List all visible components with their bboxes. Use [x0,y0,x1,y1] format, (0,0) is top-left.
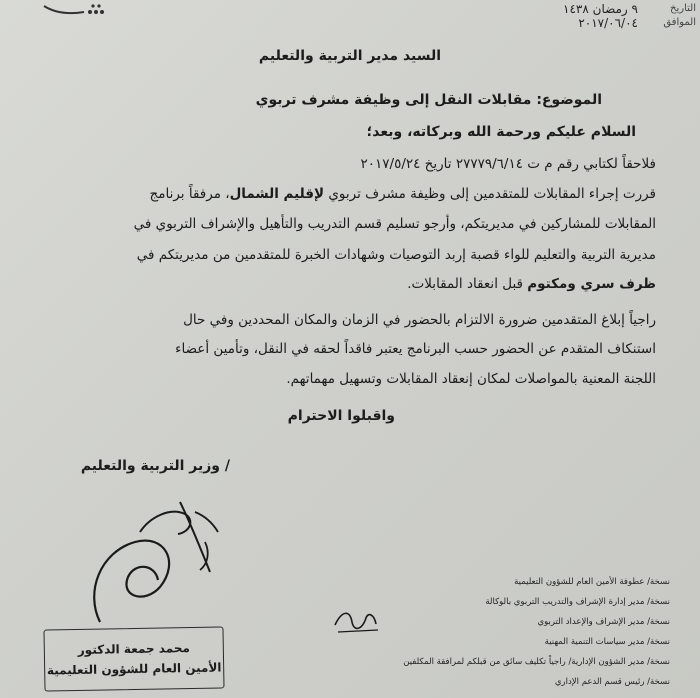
body-line-4: مديرية التربية والتعليم للواء قصبة إربد التوصيات وشهادات الخبرة للمتقدمين من مديريتكم في [136,247,656,263]
body-line-7: استنكاف المتقدم عن الحضور حسب البرنامج يعتبر فاقداً لحقه في النقل، وتأمين أعضاء [175,341,656,357]
greeting: السلام عليكم ورحمة الله وبركاته، وبعد؛ [366,124,636,140]
subject-label: الموضوع: [536,92,602,108]
cc-item: نسخة/ مدير الإشراف والإعداد التربوي [537,617,670,627]
official-stamp [43,626,224,691]
handwritten-signature [80,492,230,642]
subject-line [256,92,602,108]
date-block [563,2,638,30]
corresponding-label: الموافق [663,17,696,28]
closing: واقبلوا الاحترام [287,408,395,424]
confidential-envelope: ظرف سري ومكتوم [527,276,656,292]
stamp-title: الأمين العام للشؤون التعليمية [46,660,222,678]
initials-mark [330,600,385,640]
body-line-3: المقابلات للمشاركين في مديريتكم، وأرجو تسليم قسم التدريب والتأهيل والإشراف التربوي في [133,216,656,232]
subject-text: مقابلات النقل إلى وظيفة مشرف تربوي [255,92,532,108]
body-line-8: اللجنة المعنية بالمواصلات لمكان إنعقاد المقابلات وتسهيل مهماتهم. [286,371,656,387]
body-line-1: فلاحقاً لكتابي رقم م ت ٢٧٧٧٩/٦/١٤ تاريخ ٢٠١٧/٥/٢٤ [360,156,656,172]
addressee: السيد مدير التربية والتعليم [258,48,442,64]
gregorian-date: ٢٠١٧/٠٦/٠٤ [578,16,638,30]
minister-title: / وزير التربية والتعليم [80,458,230,474]
date-labels [663,2,696,30]
cc-item: نسخة/ مدير الشؤون الإدارية/ راجياً تكليف سائق من قبلكم لمرافقة المكلفين [403,657,670,667]
date-label: التاريخ [670,3,696,14]
cc-item: نسخة/ عطوفة الأمين العام للشؤون التعليمية [514,577,670,587]
body-line-2 [40,186,656,202]
body-line-2c: ، مرفقاً برنامج [149,186,230,202]
body-line-6: راجياً إبلاغ المتقدمين ضرورة الالتزام بالحضور في الزمان والمكان المحددين وفي حال [183,312,656,328]
ministry-logo [40,0,110,22]
cc-item: نسخة/ مدير إدارة الإشراف والتدريب التربوي بالوكالة [485,597,670,607]
body-line-5 [40,276,656,292]
cc-item: نسخة/ مدير سياسات التنمية المهنية [544,637,670,647]
body-line-5b: قبل انعقاد المقابلات. [407,276,528,292]
region-name: لإقليم الشمال [229,186,325,202]
cc-item: نسخة/ رئيس قسم الدعم الإداري [554,677,670,687]
hijri-date: ٩ رمضان ١٤٣٨ [563,2,638,16]
stamp-name: محمد جمعة الدكتور [77,641,190,657]
body-line-2a: قررت إجراء المقابلات للمتقدمين إلى وظيفة مشرف تربوي [324,186,656,202]
cc-list [403,572,670,692]
